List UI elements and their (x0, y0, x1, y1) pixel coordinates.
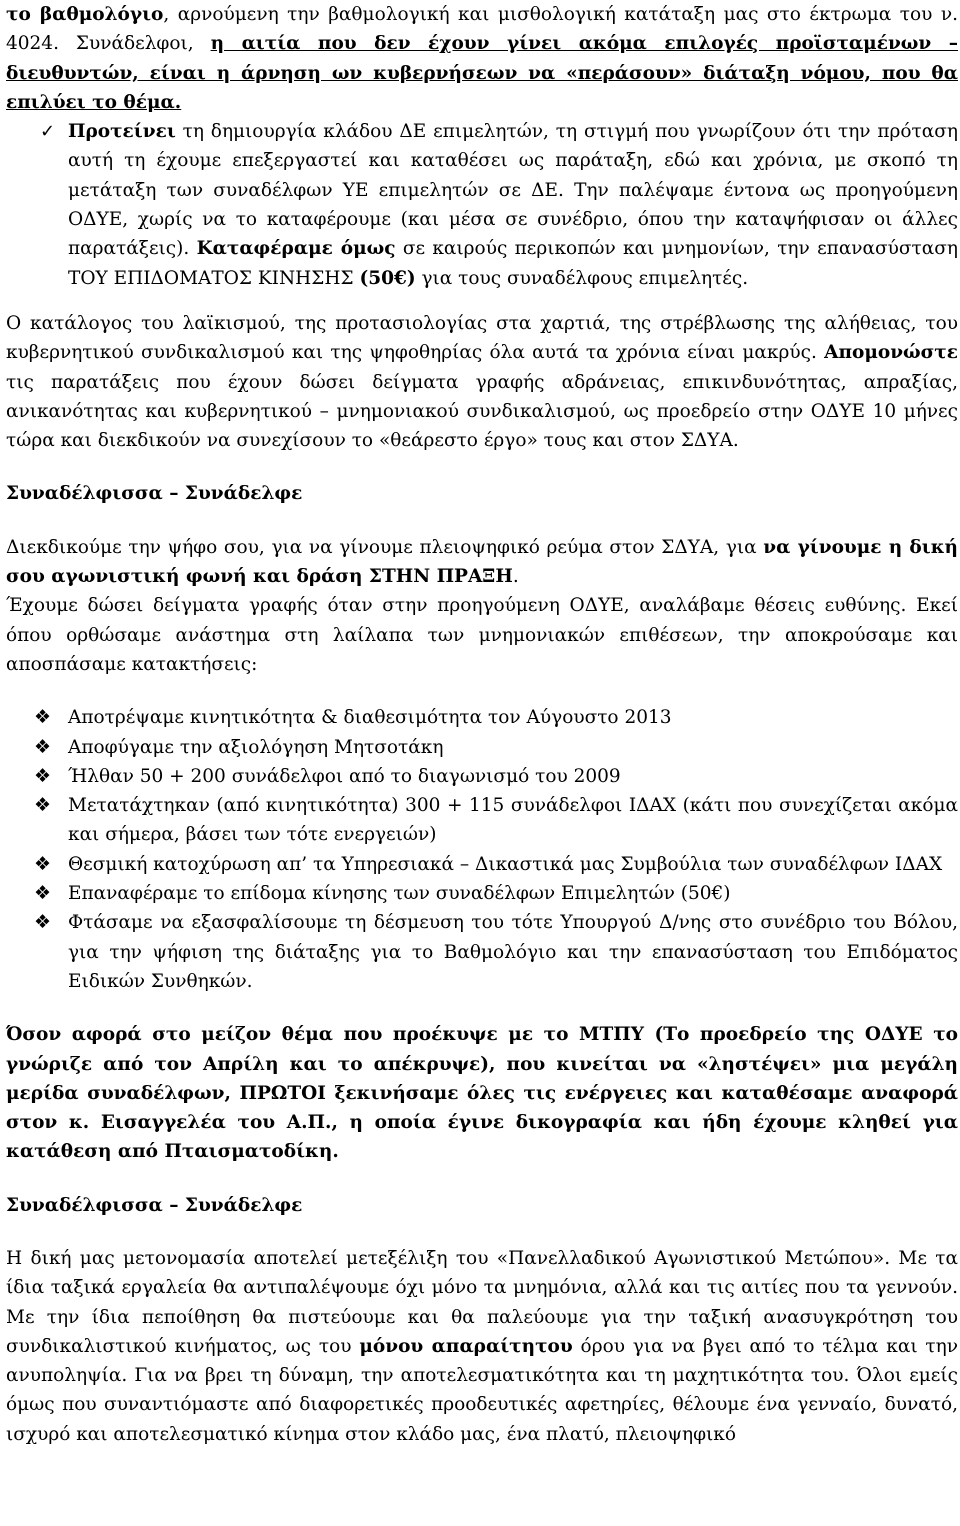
list-item (6, 908, 958, 996)
claim-bold: να γίνουμε η δική σου αγωνιστική φωνή και δράση ΣΤΗΝ ΠΡΑΞΗ (6, 536, 959, 588)
list-item (6, 703, 958, 732)
diamond-bullet-icon: ❖ (34, 735, 52, 758)
list-item (6, 879, 958, 908)
intro-paragraph (6, 0, 958, 117)
list-item (6, 733, 958, 762)
list-item-text: Ήλθαν 50 + 200 συνάδελφοι από το διαγωνισμό του 2009 (68, 765, 621, 787)
section-heading: Συναδέλφισσα – Συνάδελφε (6, 483, 303, 505)
list-item-text: Θεσμική κατοχύρωση απ’ τα Υπηρεσιακά – Δικαστικά μας Συμβούλια των συναδέλφων ΙΔΑΧ (68, 853, 943, 875)
catalog-text-2: τις παρατάξεις που έχουν δώσει δείγματα γραφής αδράνειας, επικινδυνότητας, απραξίας, ανικανότητας και κυβερνητικού – μνημονιακού συνδικαλισμού, ως προεδρείο στην ΟΔΥΕ 10 μήνες τώρα και διεκδικούν να συνεχίσουν το «θεάρεστο έργο» τους και στον ΣΔΥΑ. (6, 371, 958, 452)
mtpy-paragraph: Όσον αφορά στο μείζον θέμα που προέκυψε με το ΜΤΠΥ (Το προεδρείο της ΟΔΥΕ το γνώριζε από τον Απρίλη και το απέκρυψε), που κινείται να «ληστέψει» μια μεγάλη μερίδα συναδέλφων, ΠΡΩΤΟΙ ξεκινήσαμε όλες τις ενέργειες και καταθέσαμε αναφορά στον κ. Εισαγγελέα του Α.Π., η οποία έγινε δικογραφία και ήδη έχουμε κληθεί για κατάθεση από Πταισματοδίκη. (6, 1024, 958, 1163)
catalog-bold: Απομονώστε (824, 342, 958, 364)
claim-period: . (512, 566, 519, 588)
check-item-amount: (50€) (359, 267, 416, 289)
catalog-paragraph (6, 309, 958, 455)
check-item-text-3: για τους συναδέλφους επιμελητές. (415, 267, 749, 289)
intro-text: , αρνούμενη την βαθμολογική και μισθολογική κατάταξη μας στο έκτρωμα του ν. 4024. Συνάδελφοι, (6, 4, 958, 55)
check-item-bold-achievement: Καταφέραμε όμως (196, 238, 396, 260)
diamond-bullet-icon: ❖ (34, 706, 52, 729)
list-item (6, 791, 958, 850)
catalog-text: Ο κατάλογος του λαϊκισμού, της προτασιολογίας στα χαρτιά, της στρέβλωσης της αλήθειας, του κυβερνητικού συνδικαλισμού και της ψηφοθηρίας όλα αυτά τα χρόνια είναι μακρύς. (6, 312, 958, 364)
diamond-bullet-icon: ❖ (34, 794, 52, 817)
achievements-list (6, 703, 958, 996)
list-item-text: Αποφύγαμε την αξιολόγηση Μητσοτάκη (68, 736, 444, 758)
diamond-bullet-icon: ❖ (34, 882, 52, 905)
diamond-bullet-icon: ❖ (34, 911, 52, 934)
diamond-bullet-icon: ❖ (34, 764, 52, 787)
checkmark-item (6, 117, 958, 293)
check-item-text: τη δημιουργία κλάδου ΔΕ επιμελητών, τη στιγμή που γνωρίζουν ότι την πρόταση αυτή τη έχουμε επεξεργαστεί και καταθέσει ως παράταξη, εδώ και χρόνια, με σκοπό τη μετάταξη των συναδέλφων ΥΕ επιμελητών σε ΔΕ. Την παλέψαμε έντονα ως προηγούμενη ΟΔΥΕ, χωρίς να το καταφέρουμε (και μέσα σε συνέδριο, όπου την καταψήφισαν οι άλλες παρατάξεις). (68, 121, 958, 260)
final-bold: μόνου απαραίτητου (359, 1335, 573, 1357)
diamond-bullet-icon: ❖ (34, 852, 52, 875)
final-paragraph (6, 1244, 958, 1449)
list-item-text: Μετατάχτηκαν (από κινητικότητα) 300 + 115 συνάδελφοι ΙΔΑΧ (κάτι που συνεχίζεται ακόμα και σήμερα, βάσει των τότε ενεργειών) (68, 795, 958, 846)
section-heading-2: Συναδέλφισσα – Συνάδελφε (6, 1194, 303, 1216)
check-item-text-2: σε καιρούς περικοπών και μνημονίων, την επανασύσταση ΤΟΥ ΕΠΙΔΟΜΑΤΟΣ ΚΙΝΗΣΗΣ (68, 238, 958, 289)
checkmark-icon: ✓ (40, 121, 56, 143)
list-item-text: Επαναφέραμε το επίδομα κίνησης των συναδέλφων Επιμελητών (50€) (68, 883, 731, 905)
list-item (6, 850, 958, 879)
claim-paragraph (6, 533, 958, 592)
final-text-2: όρου για να βγει από το τέλμα και την ανυποληψία. Για να βρει τη δύναμη, την αποτελεσματικότητα και τη μαχητικότητα του. Όλοι εμείς όμως που συναντιόμαστε από διαφορετικές προοδευτικές αφετηρίες, θέλουμε ένα γενναίο, δυνατό, ισχυρό και αποτελεσματικό κίνημα στον κλάδο μας, ένα πλατύ, πλειοψηφικό (6, 1335, 958, 1445)
list-item-text: Αποτρέψαμε κινητικότητα & διαθεσιμότητα τον Αύγουστο 2013 (68, 707, 672, 729)
list-item (6, 762, 958, 791)
check-item-bold-lead: Προτείνει (68, 121, 176, 143)
claim-text: Διεκδικούμε την ψήφο σου, για να γίνουμε πλειοψηφικό ρεύμα στον ΣΔΥΑ, για (6, 536, 764, 558)
intro-bold-underlined: η αιτία που δεν έχουν γίνει ακόμα επιλογές προϊσταμένων – διευθυντών, είναι η άρνηση ων κυβερνήσεων να «περάσουν» διάταξη νόμου, που θα επιλύει το θέμα. (6, 33, 959, 113)
list-item-text: Φτάσαμε να εξασφαλίσουμε τη δέσμευση του τότε Υπουργού Δ/νης στο συνέδριο του Βόλου, για την ψήφιση της διάταξης για το Βαθμολόγιο και την επανασύσταση του Επιδόματος Ειδικών Συνθηκών. (68, 912, 958, 992)
record-paragraph: Έχουμε δώσει δείγματα γραφής όταν στην προηγούμενη ΟΔΥΕ, αναλάβαμε θέσεις ευθύνης. Εκεί όπου ορθώσαμε ανάστημα στη λαίλαπα των μνημονιακών επιθέσεων, την αποκρούσαμε και αποσπάσαμε κατακτήσεις: (6, 595, 958, 675)
final-text: Η δική μας μετονομασία αποτελεί μετεξέλιξη του «Πανελλαδικού Αγωνιστικού Μετώπου». Με τα ίδια ταξικά εργαλεία θα αντιπαλέψουμε όχι μόνο τα μνημόνια, αλλά και τις αιτίες που τα γεννούν. Με την ίδια πεποίθηση θα πιστεύουμε και θα παλεύουμε για την ταξική ανασυγκρότηση του συνδικαλιστικού κινήματος, ως του (6, 1247, 958, 1357)
intro-bold: το βαθμολόγιο (6, 4, 164, 25)
